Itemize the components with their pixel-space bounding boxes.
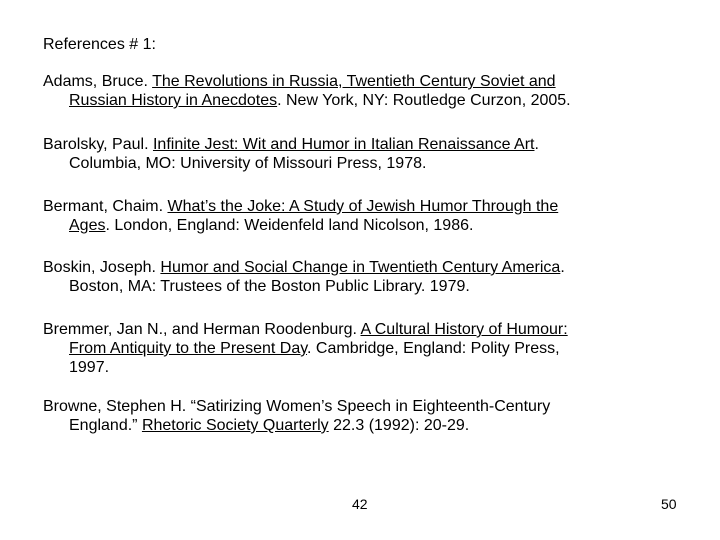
reference-publication: Boston, MA: Trustees of the Boston Public Library. 1979. <box>69 278 470 295</box>
reference-publication-continued: 1997. <box>69 359 110 376</box>
reference-author: Bermant, Chaim. <box>43 198 168 215</box>
reference-title: The Revolutions in Russia, Twentieth Century Soviet and <box>152 73 556 90</box>
reference-title: Humor and Social Change in Twentieth Century America <box>160 259 561 276</box>
reference-barolsky <box>43 135 539 173</box>
reference-publication: Columbia, MO: University of Missouri Press, 1978. <box>69 155 427 172</box>
reference-title: What’s the Joke: A Study of Jewish Humor Through the <box>167 198 559 215</box>
reference-author: Boskin, Joseph. <box>43 259 161 276</box>
reference-author: Browne, Stephen H. “Satirizing Women’s Speech in Eighteenth-Century <box>43 398 551 415</box>
reference-title-continued: England.” <box>69 417 142 434</box>
page-number: 50 <box>661 496 677 512</box>
reference-title-punct: . <box>534 136 539 153</box>
reference-author: Bremmer, Jan N., and Herman Roodenburg. <box>43 321 361 338</box>
reference-title-punct: . <box>560 259 565 276</box>
reference-title-continued: Russian History in Anecdotes <box>69 92 278 109</box>
reference-author: Barolsky, Paul. <box>43 136 153 153</box>
reference-bermant <box>43 197 558 235</box>
reference-publication: . London, England: Weidenfeld land Nicolson, 1986. <box>105 217 474 234</box>
reference-author: Adams, Bruce. <box>43 73 153 90</box>
reference-boskin <box>43 258 565 296</box>
reference-publication: . New York, NY: Routledge Curzon, 2005. <box>277 92 571 109</box>
reference-title-continued: Ages <box>69 217 106 234</box>
reference-publication: 22.3 (1992): 20-29. <box>328 417 470 434</box>
reference-adams <box>43 72 571 110</box>
reference-title-continued: From Antiquity to the Present Day <box>69 340 308 357</box>
reference-journal: Rhetoric Society Quarterly <box>141 417 329 434</box>
reference-bremmer <box>43 320 568 377</box>
references-heading: References # 1: <box>43 36 156 53</box>
reference-publication: . Cambridge, England: Polity Press, <box>307 340 560 357</box>
slide-number: 42 <box>352 496 368 512</box>
reference-title: Infinite Jest: Wit and Humor in Italian Renaissance Art <box>152 136 535 153</box>
reference-title: A Cultural History of Humour: <box>360 321 568 338</box>
reference-browne <box>43 397 550 435</box>
